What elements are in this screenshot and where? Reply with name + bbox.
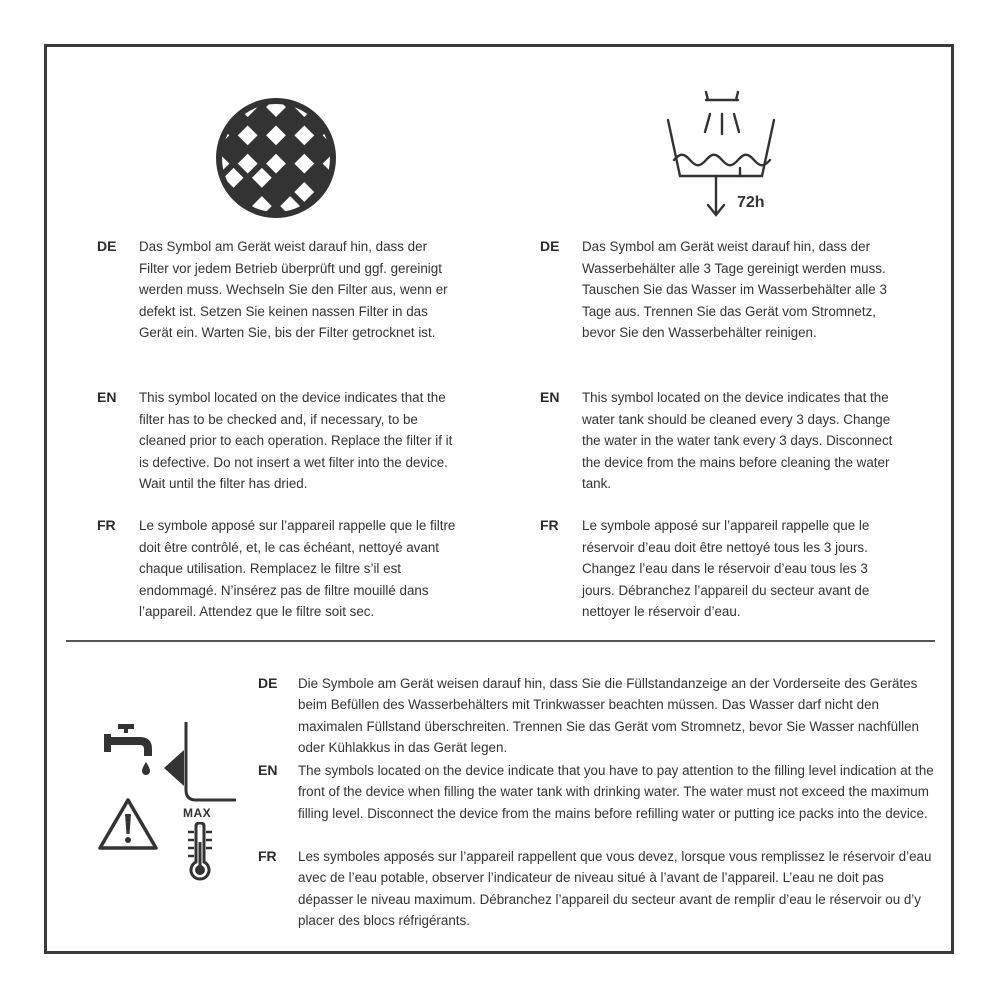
language-code: EN — [540, 389, 560, 405]
bottom-block-fr — [258, 846, 938, 932]
instruction-text: Das Symbol am Gerät weist darauf hin, dass der Filter vor jedem Betrieb überprüft und ggf. gereinigt werden muss. Wechseln Sie den Filter aus, wenn er defekt ist. Setzen Sie keinen nassen Filter in das Gerät ein. Warten Sie, bis der Filter getrocknet ist. — [139, 239, 448, 341]
right-block-fr — [540, 515, 910, 627]
language-code: EN — [97, 389, 117, 405]
warning-triangle-icon — [96, 796, 160, 852]
72h-label: 72h — [737, 194, 765, 211]
bottom-block-en — [258, 760, 938, 846]
water-tap-icon — [104, 722, 160, 780]
instruction-text: Le symbole apposé sur l’appareil rappelle que le filtre doit être contrôlé, et, le cas échéant, nettoyé avant chaque utilisation. Remplacez le filtre s’il est endommagé. N’insérez pas de filtre mouillé dans l’appareil. Attendez que le filtre soit sec. — [139, 518, 456, 620]
instruction-text: This symbol located on the device indicates that the filter has to be checked and, if necessary, to be cleaned prior to each operation. Replace the filter if it is defective. Do not insert a wet filter into the device. Wait until the filter has dried. — [139, 390, 453, 492]
instruction-text: Das Symbol am Gerät weist darauf hin, dass der Wasserbehälter alle 3 Tage gereinigt werden muss. Tauschen Sie das Wasser im Wasserbehälter alle 3 Tage aus. Trennen Sie das Gerät vom Stromnetz, bevor Sie den Wasserbehälter reinigen. — [582, 239, 887, 341]
language-code: DE — [540, 238, 560, 254]
language-code: DE — [97, 238, 117, 254]
instruction-text: This symbol located on the device indicates that the water tank should be cleaned every 3 days. Change the water in the water tank every 3 days. Disconnect the device from the mains before cleaning the water tank. — [582, 390, 893, 492]
thermometer-icon — [184, 822, 224, 884]
language-code: EN — [258, 762, 278, 778]
language-code: FR — [97, 517, 116, 533]
bottom-block-de — [258, 673, 938, 759]
instruction-text: Die Symbole am Gerät weisen darauf hin, dass Sie die Füllstandanzeige an der Vorderseite des Gerätes beim Befüllen des Wasserbehälters mit Trinkwasser beachten müssen. Das Wasser darf nicht den maximalen Füllstand überschreiten. Trennen Sie das Gerät vom Stromnetz, bevor Sie Wasser nachfüllen oder Kühlakkus in das Gerät legen. — [298, 676, 919, 755]
language-code: FR — [258, 848, 277, 864]
instruction-text: Le symbole apposé sur l’appareil rappelle que le réservoir d’eau doit être nettoyé tous les 3 jours. Changez l’eau dans le réservoir d’eau tous les 3 jours. Débranchez l’appareil du secteur avant de nettoyer le réservoir d’eau. — [582, 518, 870, 620]
left-block-en — [97, 387, 467, 499]
max-label: MAX — [183, 806, 212, 820]
left-block-de — [97, 236, 467, 368]
water-level-icon — [160, 720, 238, 806]
section-divider — [66, 640, 935, 642]
right-block-en — [540, 387, 910, 499]
instruction-text: Les symboles apposés sur l’appareil rappellent que vous devez, lorsque vous remplissez le réservoir d’eau avec de l’eau potable, observer l’indicateur de niveau situé à l’avant de l’appareil. L’eau ne doit pas dépasser le niveau maximum. Débranchez l’appareil du secteur avant de remplir d’eau le réservoir ou d’y placer des blocs réfrigérants. — [298, 849, 932, 928]
language-code: DE — [258, 675, 278, 691]
instruction-text: The symbols located on the device indicate that you have to pay attention to the filling level indication at the front of the device when filling the water tank with drinking water. The water must not exceed the maximum filling level. Disconnect the device from the mains before refilling water or putting ice packs into the device. — [298, 763, 934, 821]
left-block-fr — [97, 515, 467, 627]
right-block-de — [540, 236, 910, 348]
filter-grid-icon — [213, 95, 339, 221]
language-code: FR — [540, 517, 559, 533]
